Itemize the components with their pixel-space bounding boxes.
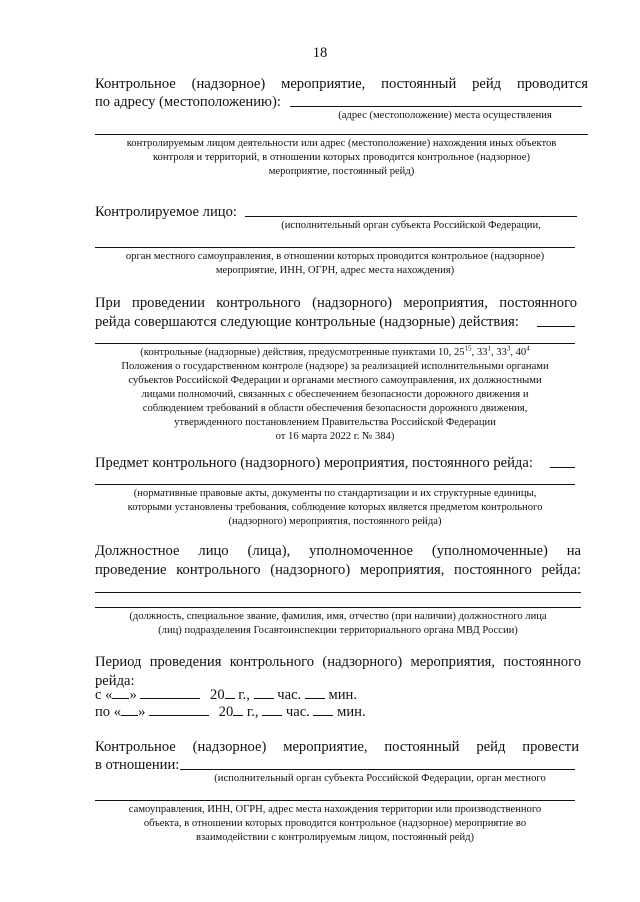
period-from-row: с « » 20 г., час. мин. (95, 687, 358, 703)
controlled-person-hint-3: мероприятие, ИНН, ОГРН, адрес места нахождения) (215, 265, 455, 276)
controlled-person-hint-2: орган местного самоуправления, в отношении которых проводится контрольное (надзорное) (125, 251, 545, 262)
actions-paragraph-line2: рейда совершаются следующие контрольные (надзорные) действия: (95, 314, 519, 330)
actions-hint-3: субъектов Российской Федерации и органами местного самоуправления, их должностными (128, 375, 542, 386)
from-day-field[interactable] (112, 685, 129, 699)
address-hint-4: мероприятие, постоянный рейд) (268, 166, 415, 177)
to-day-field[interactable] (121, 702, 138, 716)
actions-fill-line[interactable] (537, 326, 575, 327)
conduct-paragraph-line1: Контрольное (надзорное) мероприятие, постоянный рейд провести (95, 739, 579, 755)
subject-fill-line-2[interactable] (95, 484, 575, 485)
actions-hint-7: от 16 марта 2022 г. № 384) (275, 431, 395, 442)
conduct-hint-4: взаимодействии с контролируемым лицом, постоянный рейд) (195, 832, 475, 843)
to-year-field[interactable] (233, 702, 243, 716)
address-label: по адресу (местоположению): (95, 94, 281, 110)
official-paragraph-line2: проведение контрольного (надзорного) мероприятия, постоянного рейда: (95, 562, 581, 578)
conduct-hint-1: (исполнительный орган субъекта Российской Федерации, орган местного (214, 773, 546, 784)
from-month-field[interactable] (140, 685, 200, 699)
controlled-person-label: Контролируемое лицо: (95, 204, 237, 220)
controlled-person-fill-line-2[interactable] (95, 247, 575, 248)
subject-hint-3: (надзорного) мероприятия, постоянного рейда) (228, 516, 442, 527)
from-hour-field[interactable] (254, 685, 274, 699)
actions-hint-1: (контрольные (надзорные) действия, предусмотренные пунктами 10, $25^{15}$, $33^1$, $33^3$, $40^4$ (140, 344, 530, 358)
address-hint-2: контролируемым лицом деятельности или адрес (местоположение) нахождения иных объектов (126, 138, 557, 149)
conduct-hint-3: объекта, в отношении которых проводится контрольное (надзорное) мероприятие во (143, 818, 527, 829)
official-fill-line[interactable] (95, 592, 581, 593)
controlled-person-fill-line[interactable] (245, 216, 577, 217)
period-to-row: по « » 20 г., час. мин. (95, 704, 366, 720)
page-number: 18 (312, 45, 328, 61)
official-hint-2: (лиц) подразделения Госавтоинспекции территориального органа МВД России) (158, 625, 518, 636)
to-month-field[interactable] (149, 702, 209, 716)
address-fill-line-2[interactable] (95, 134, 588, 135)
to-minute-field[interactable] (313, 702, 333, 716)
from-minute-field[interactable] (305, 685, 325, 699)
conduct-label: в отношении: (95, 757, 180, 773)
conduct-fill-line-2[interactable] (95, 800, 575, 801)
address-paragraph-line1: Контрольное (надзорное) мероприятие, постоянный рейд проводится (95, 76, 588, 92)
address-hint-3: контроля и территорий, в отношении которых проводится контрольное (надзорное) (152, 152, 531, 163)
actions-fill-line-2[interactable] (95, 343, 575, 344)
actions-hint-5: соблюдением требований в области обеспечения безопасности дорожного движения, (142, 403, 528, 414)
subject-fill-line[interactable] (550, 467, 575, 468)
actions-hint-4: лицами полномочий, связанных с обеспечением безопасности дорожного движения и (141, 389, 529, 400)
controlled-person-hint-1: (исполнительный орган субъекта Российской Федерации, (281, 220, 541, 231)
conduct-hint-2: самоуправления, ИНН, ОГРН, адрес места нахождения территории или производственного (128, 804, 542, 815)
period-paragraph-line1: Период проведения контрольного (надзорного) мероприятия, постоянного (95, 654, 581, 670)
conduct-fill-line[interactable] (180, 769, 575, 770)
official-paragraph-line1: Должностное лицо (лица), уполномоченное (уполномоченные) на (95, 543, 581, 559)
from-year-field[interactable] (225, 685, 235, 699)
to-hour-field[interactable] (262, 702, 282, 716)
address-hint-1: (адрес (местоположение) места осуществления (338, 110, 552, 121)
official-fill-line-2[interactable] (95, 607, 581, 608)
period-paragraph-line2: рейда: (95, 673, 135, 689)
actions-paragraph-line1: При проведении контрольного (надзорного) мероприятия, постоянного (95, 295, 577, 311)
address-fill-line[interactable] (290, 106, 582, 107)
actions-hint-2: Положения о государственном контроле (надзоре) за реализацией исполнительными органами (121, 361, 549, 372)
actions-hint-6: утвержденного постановлением Правительства Российской Федерации (174, 417, 496, 428)
subject-label: Предмет контрольного (надзорного) мероприятия, постоянного рейда: (95, 455, 533, 471)
subject-hint-1: (нормативные правовые акты, документы по стандартизации и их структурные единицы, (133, 488, 537, 499)
official-hint-1: (должность, специальное звание, фамилия, имя, отчество (при наличии) должностного лица (129, 611, 547, 622)
subject-hint-2: которыми установлены требования, соблюдение которых является предметом контрольного (127, 502, 543, 513)
